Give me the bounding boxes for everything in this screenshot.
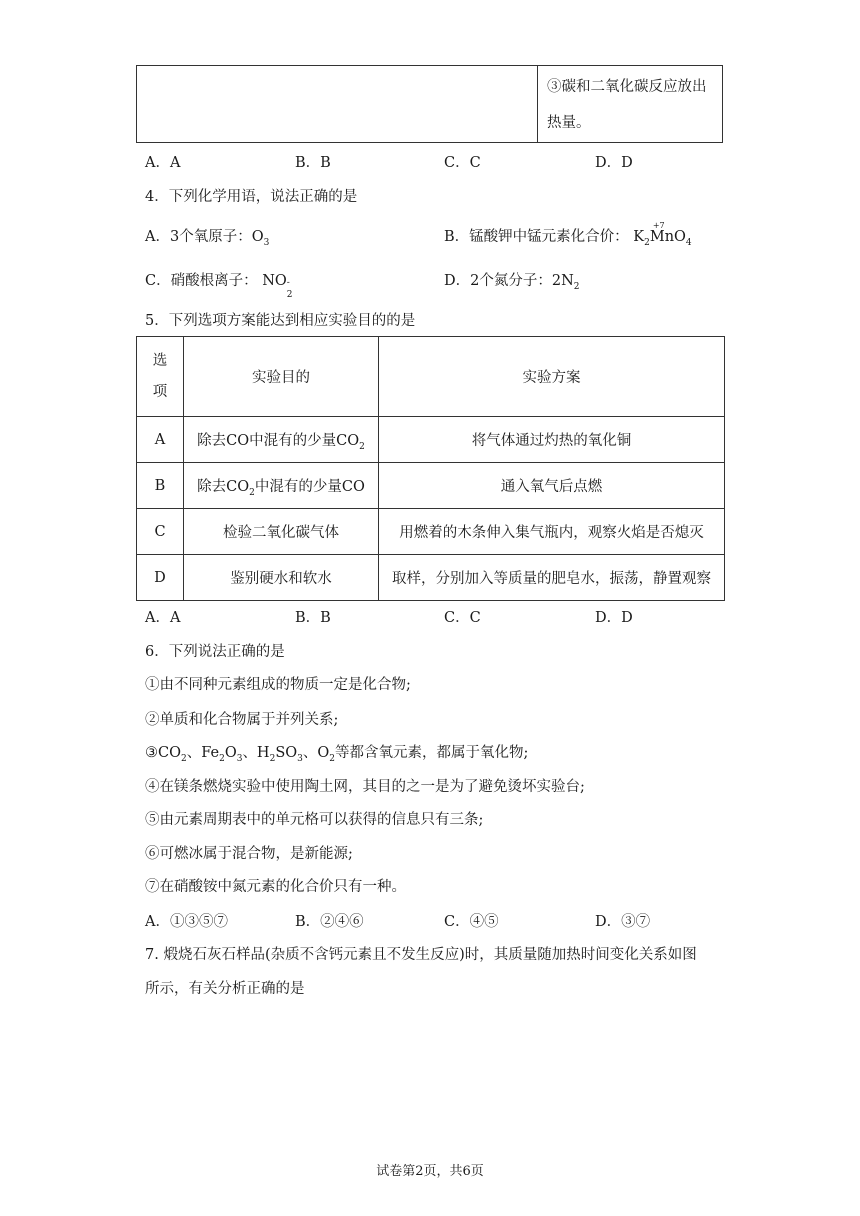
q5-option-d: D．D xyxy=(595,610,633,626)
row-plan: 取样，分别加入等质量的肥皂水，振荡，静置观察 xyxy=(379,555,725,601)
q6-statement-4: ④在镁条燃烧实验中使用陶土网，其目的之一是为了避免烫坏实验台; xyxy=(145,779,585,795)
row-plan: 通入氧气后点燃 xyxy=(379,463,725,509)
header-plan: 实验方案 xyxy=(379,337,725,417)
header-option: 选 项 xyxy=(137,337,184,417)
q4-stem: 4．下列化学用语，说法正确的是 xyxy=(145,189,358,205)
table-divider xyxy=(537,66,538,142)
q3-option-b: B．B xyxy=(295,155,331,171)
table-row xyxy=(137,509,725,555)
row-plan: 将气体通过灼热的氧化铜 xyxy=(379,417,725,463)
row-option: C xyxy=(137,509,184,555)
row-goal: 鉴别硬水和软水 xyxy=(184,555,379,601)
header-goal: 实验目的 xyxy=(184,337,379,417)
previous-question-table xyxy=(136,65,723,143)
table-cell-text-line1: ③碳和二氧化碳反应放出 xyxy=(547,79,707,95)
q6-statement-6: ⑥可燃冰属于混合物，是新能源; xyxy=(145,846,353,862)
q7-stem-line2: 所示，有关分析正确的是 xyxy=(145,981,305,997)
row-goal: 检验二氧化碳气体 xyxy=(184,509,379,555)
row-option: B xyxy=(137,463,184,509)
q4-option-d: D．2个氮分子：$2N_2$ xyxy=(444,273,580,292)
q6-statement-5: ⑤由元素周期表中的单元格可以获得的信息只有三条; xyxy=(145,812,484,828)
table-row xyxy=(137,463,725,509)
q6-option-a: A．①③⑤⑦ xyxy=(145,914,228,930)
q6-statement-7: ⑦在硝酸铵中氮元素的化合价只有一种。 xyxy=(145,879,406,895)
table-row xyxy=(137,417,725,463)
q4-option-a: A．3个氧原子：$O_3$ xyxy=(145,229,270,248)
table-cell-text-line2: 热量。 xyxy=(547,115,591,131)
q6-option-b: B．②④⑥ xyxy=(295,914,364,930)
row-option: D xyxy=(137,555,184,601)
table-header-row xyxy=(137,337,725,417)
q3-option-d: D．D xyxy=(595,155,633,171)
q6-option-d: D．③⑦ xyxy=(595,914,651,930)
q6-statement-2: ②单质和化合物属于并列关系; xyxy=(145,712,339,728)
page-footer: 试卷第2页，共6页 xyxy=(376,1164,484,1179)
row-goal: 除去$CO_2$中混有的少量CO xyxy=(184,463,379,509)
q6-option-c: C．④⑤ xyxy=(444,914,499,930)
q5-option-c: C．C xyxy=(444,610,481,626)
row-goal: 除去CO中混有的少量$CO_2$ xyxy=(184,417,379,463)
q5-option-a: A．A xyxy=(145,610,181,626)
q6-statement-3: $③CO_2$、$Fe_2O_3$、$H_2SO_3$、$O_2$等都含氧元素，都属于氧化物; xyxy=(145,745,529,764)
q3-option-c: C．C xyxy=(444,155,481,171)
q3-option-a: A．A xyxy=(145,155,181,171)
q5-option-b: B．B xyxy=(295,610,331,626)
q5-stem: 5．下列选项方案能达到相应实验目的的是 xyxy=(145,313,416,329)
q6-stem: 6．下列说法正确的是 xyxy=(145,644,285,660)
q5-table xyxy=(136,336,725,601)
row-plan: 用燃着的木条伸入集气瓶内，观察火焰是否熄灭 xyxy=(379,509,725,555)
q4-option-c: C．硝酸根离子： NO - 2 xyxy=(145,273,293,300)
q4-option-b: B．锰酸钾中锰元素化合价： $K_2$ +7 MnO$_4$ xyxy=(444,221,692,248)
row-option: A xyxy=(137,417,184,463)
q7-stem-line1: 7. 煅烧石灰石样品(杂质不含钙元素且不发生反应)时，其质量随加热时间变化关系如图 xyxy=(145,947,697,963)
q6-statement-1: ①由不同种元素组成的物质一定是化合物; xyxy=(145,677,411,693)
table-row xyxy=(137,555,725,601)
potassium-manganate-formula: $K_2$ +7 MnO$_4$ xyxy=(633,221,692,248)
